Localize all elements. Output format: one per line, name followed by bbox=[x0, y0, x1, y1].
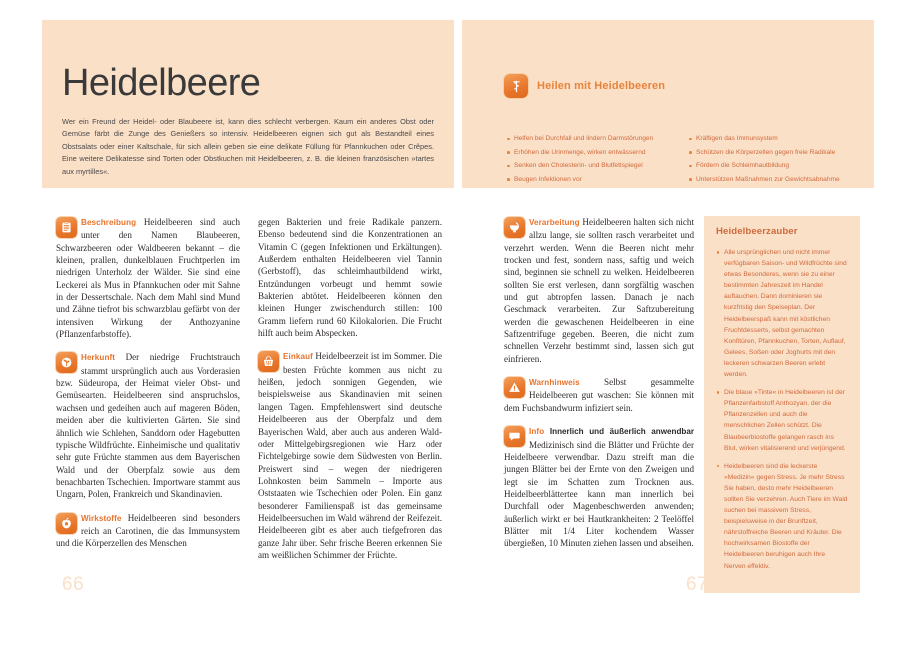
right-page bbox=[462, 20, 874, 628]
apple-icon bbox=[56, 513, 77, 534]
section-info bbox=[504, 425, 694, 549]
page-title: Heidelbeere bbox=[62, 62, 261, 104]
list-item: Kräftigen das Immunsystem bbox=[688, 132, 856, 146]
heal-list-column-1 bbox=[506, 132, 674, 186]
section-keyword: Info bbox=[529, 427, 545, 437]
section-beschreibung bbox=[56, 216, 240, 340]
warning-icon bbox=[504, 377, 525, 398]
section-text: Der niedrige Fruchtstrauch stammt ursprünglich auch aus Vorderasien bzw. Südeuropa, der Heimat vieler Obst- und Gemüsearten. Heidelbeeren sind anspruchslos, wachsen und gedeihen auch auf mageren Böden, meiden aber die kultivierten Gärten. Sie sind ähnlich wie Schlehen, Sanddorn oder Hagebutten typische Wildfrüchte. Einheimische und qualitativ sehr gute Früchte stammen aus dem Bayerischen Wald und der Oberpfalz sowie aus dem benachbarten Tschechien. Importware stammt aus Ungarn, Polen, Frankreich und Skandinavien. bbox=[56, 352, 240, 500]
section-wirkstoffe-continued bbox=[258, 216, 442, 339]
page-number-right: 67 bbox=[686, 574, 709, 595]
section-subheading: Innerlich und äußerlich anwendbar bbox=[549, 427, 694, 437]
heal-header bbox=[504, 74, 665, 98]
left-body-columns bbox=[56, 216, 442, 576]
list-item: Heidelbeeren sind die leckerste »Medizin« gegen Stress. Je mehr Stress Sie haben, desto mehr Heidelbeeren sollten Sie verzehren. Auch Tiere im Wald suchen bei massivem Stress, beispielsweise in der Brunftzeit, nährstoffreiche Beeren und Kräuter. Die hochwirksamen Biostoffe der Heidelbeeren beruhigen auch Ihre Nerven effektiv. bbox=[716, 461, 848, 572]
section-keyword: Beschreibung bbox=[81, 218, 137, 227]
section-text: Heidelbeeren sind auch unter den Namen Blaubeeren, Schwarzbeeren oder Waldbeeren bekannt – die kleinen, prallen, dunkelblauen Fruchtperlen im niedrigen Unterholz der Wälder. Sie sind eine Leckerei als Mus in Pfannkuchen oder mit Sahne in der Dessertschale. Nach dem Mahl sind Mund und Zähne tiefrot bis schwarzblau gefärbt von der intensiven Wirkung der Anthozyanine (Pflanzenfarbstoffe). bbox=[56, 217, 241, 340]
heal-header-title: Heilen mit Heidelbeeren bbox=[537, 80, 666, 92]
section-wirkstoffe bbox=[56, 512, 240, 550]
section-keyword: Herkunft bbox=[81, 353, 116, 363]
section-text: Medizinisch sind die Blätter und Früchte der Heidelbeere verwendbar. Dazu streift man die jungen Blätter bei der Ernte von den Zweigen und legt sie im Schatten zum Trocknen aus. Heidelbeerblättertee kann man innerlich bei Durchfall oder Magenbeschwerden anwenden; äußerlich wirkt er bei Hautkrankheiten: 2 Teelöffel Blätter mit 1/4 Liter kochendem Wasser übergießen, 10 Minuten ziehen lassen und abseihen. bbox=[504, 439, 694, 549]
clipboard-icon bbox=[56, 217, 77, 238]
section-text: Heidelbeeren sind besonders reich an Carotinen, die das Immunsystem und die Körperzellen des Menschen bbox=[56, 512, 241, 549]
section-text: gegen Bakterien und freie Radikale panzern. Ebenso bedeutend sind die Konzentrationen an Vitamin C (gegen Infektionen und Erkältungen). Außerdem enthalten Heidelbeeren viel Tannin (Gerbstoff), das schleimhautbildend wirkt, Entzündungen vorbeugt und hemmt sowie Bakterien abtötet. Heidelbeeren können den kleinen Hunger zwischendurch stillen: 100 Gramm liefern rund 60 Kilokalorien. Die Frucht hilft auch beim Abspecken. bbox=[258, 217, 442, 339]
list-item: Alle ursprünglichen und nicht immer verfügbaren Saison- und Wildfrüchte sind etwas Besonderes, wenn sie zu einer bestimmten Jahreszeit im Handel auftauchen. Dann dominieren sie kurzfristig den Speiseplan. Der Heidelbeerspaß kann mit köstlichen Fruchtdesserts, selbst gemachten Konfitüren, Pfannkuchen, Torten, Auflauf, Gelees, Soßen oder Joghurts mit den leckeren schwarzen Beeren erlebt werden. bbox=[716, 247, 848, 380]
list-item: Fördern die Schleimhautbildung bbox=[688, 159, 856, 173]
shopping-basket-icon bbox=[258, 351, 279, 372]
section-text: Heidelbeeren halten sich nicht allzu lange, sie sollten rasch verarbeitet und verzehrt werden. Wenn die Beeren nicht mehr trocken und fest, sondern nass, saftig und weich sind, beginnen sie schnell zu welken. Heidelbeeren sollten Sie erst verlesen, dann sorgfältig waschen und gut abtropfen lassen. Danach je nach Geschmack verarbeiten. Zur Saftzubereitung werden die gewaschenen Heidelbeeren in eine Saftzentrifuge gegeben. Beeren, die nicht zum schnellen Verzehr bestimmt sind, lassen sich gut einfrieren. bbox=[504, 217, 694, 364]
heidelbeerzauber-sidebar bbox=[704, 216, 860, 593]
section-keyword: Verarbeitung bbox=[529, 218, 580, 227]
section-text: Heidelbeerzeit ist im Sommer. Die besten Früchte kommen aus nicht zu heißen, jedoch sonnigen Gegenden, wie beispielsweise aus Skandinavien mit seinen langen Tagen. Empfehlenswert sind deutsche Heidelbeeren aus der Oberpfalz und dem Bayerischen Wald, aber auch aus anderen Wald- oder Mittelgebirgsregionen wie Harz oder Fichtelgebirge sowie dem Südwesten von Berlin. Preiswert sind – wegen der niedrigeren Lohnkosten beim Sammeln – Importe aus Oststaaten wie Tschechien oder Polen. Ein ganz besonderer Familienspaß ist das gemeinsame Heidelbeersuchen im Wald während der Reifezeit. Heidelbeeren gibt es aber auch tiefgefroren das ganze Jahr über. Sehr frische Beeren erkennen Sie am weißlichen Schimmer der Früchte. bbox=[258, 351, 443, 560]
sidebar-title: Heidelbeerzauber bbox=[716, 226, 798, 237]
plant-sprout-icon bbox=[56, 352, 77, 373]
list-item: Unterstützen Maßnahmen zur Gewichtsabnahme bbox=[688, 173, 856, 187]
left-page bbox=[42, 20, 454, 628]
intro-paragraph: Wer ein Freund der Heidel- oder Blaubeere ist, kann dies schlecht verbergen. Kaum ein anderes Obst oder Gemüse färbt die Zunge des Genießers so intensiv. Heidelbeeren eignen sich gut als Bestandteil eines Obstsalats oder einer Kaltschale, für sich allein geben sie eine delikate Füllung für Pfannkuchen oder Crêpes. Eine weitere Delikatesse sind Torten oder Obstkuchen mit Heidelbeeren, z. B. die kleinen französischen »tartes aux myrtilles«. bbox=[62, 117, 434, 176]
left-column-1 bbox=[56, 216, 240, 576]
mortar-icon bbox=[504, 217, 525, 238]
section-verarbeitung bbox=[504, 216, 694, 365]
section-text: Selbst gesammelte Heidelbeeren gut waschen: Sie können mit dem Fuchsbandwurm infiziert sein. bbox=[504, 377, 694, 413]
section-keyword: Warnhinweis bbox=[529, 378, 580, 388]
info-bubble-icon bbox=[504, 426, 525, 447]
section-keyword: Einkauf bbox=[283, 352, 313, 362]
right-body-column bbox=[504, 216, 694, 561]
list-item: Helfen bei Durchfall und lindern Darmstörungen bbox=[506, 132, 674, 146]
page-number-left: 66 bbox=[62, 574, 85, 595]
heal-benefit-lists bbox=[506, 132, 856, 186]
list-item: Beugen Infektionen vor bbox=[506, 173, 674, 187]
section-einkauf bbox=[258, 350, 442, 561]
left-column-2 bbox=[258, 216, 442, 576]
list-item: Senken den Cholesterin- und Blutfettspiegel bbox=[506, 159, 674, 173]
list-item: Erhöhen die Urinmenge, wirken entwässernd bbox=[506, 146, 674, 160]
asclepius-icon bbox=[504, 74, 528, 98]
list-item: Die blaue »Tinte« in Heidelbeeren ist der Pflanzenfarbstoff Anthozyan, der die Pflanzenzellen und auch die menschlichen Zellen schützt. Die Blaubeerbiostoffe gelangen rasch ins Blut, wirken vitalisierend und verjüngend. bbox=[716, 387, 848, 454]
section-herkunft bbox=[56, 351, 240, 500]
section-keyword: Wirkstoffe bbox=[81, 513, 122, 523]
list-item: Schützen die Körperzellen gegen freie Radikale bbox=[688, 146, 856, 160]
section-warnhinweis bbox=[504, 376, 694, 414]
heal-list-column-2 bbox=[688, 132, 856, 186]
